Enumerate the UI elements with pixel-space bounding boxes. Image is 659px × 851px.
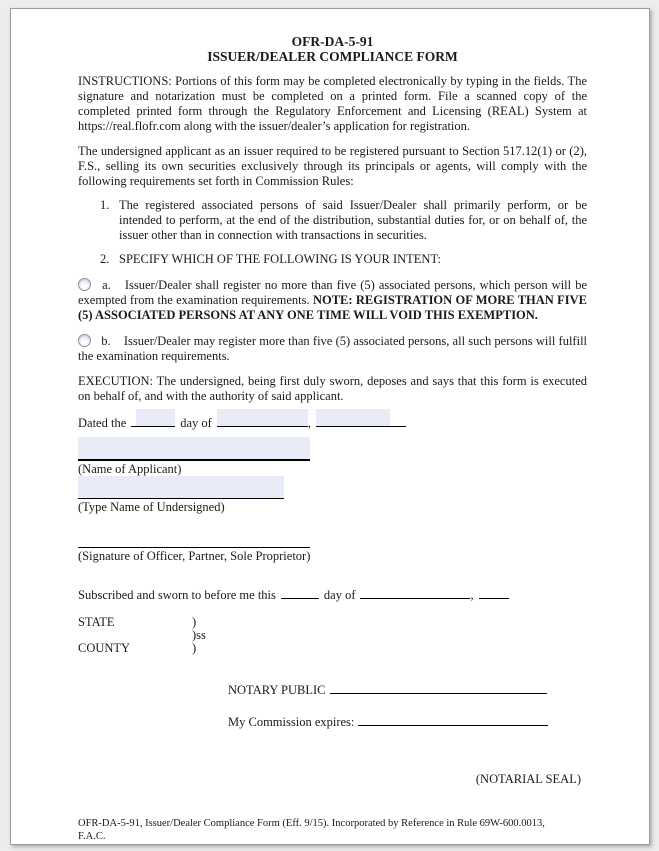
subscribed-middle: day of xyxy=(323,588,356,602)
subscribed-day-blank xyxy=(281,586,319,599)
execution-paragraph: EXECUTION: The undersigned, being first duly sworn, deposes and says that this form is executed on behalf of, and with the authority of said applicant. xyxy=(78,374,587,403)
county-paren: ) xyxy=(192,641,197,655)
list-number-1: 1. xyxy=(100,198,110,212)
option-b-text: Issuer/Dealer may register more than five (5) associated persons, all such persons will fulfill the examination requirements. xyxy=(78,334,588,363)
footer-line-2: F.A.C. xyxy=(78,830,106,842)
dated-month-field[interactable] xyxy=(217,409,308,427)
state-label: STATE xyxy=(78,615,115,629)
notary-public-row xyxy=(228,681,587,698)
form-footer xyxy=(78,818,587,843)
undersigned-paragraph: The undersigned applicant as an issuer required to be registered pursuant to Section 517.12(1) or (2), F.S., selling its own securities exclusively through its principals or agents, will comply with the following requirements set forth in Commission Rules: xyxy=(78,144,587,188)
subscribed-month-blank xyxy=(360,586,470,599)
option-b xyxy=(78,334,587,364)
dated-day-field[interactable] xyxy=(131,409,175,427)
dated-middle: day of xyxy=(180,416,212,430)
notary-public-blank xyxy=(330,681,547,694)
list-item-2 xyxy=(100,252,587,267)
commission-blank xyxy=(358,713,548,726)
form-page xyxy=(10,8,650,845)
ss-row: )ss xyxy=(192,628,206,642)
option-a-label: a. xyxy=(102,278,111,292)
county-label: COUNTY xyxy=(78,641,131,655)
signature-line xyxy=(78,531,310,548)
state-paren: ) xyxy=(192,615,197,629)
signature-label: (Signature of Officer, Partner, Sole Proprietor) xyxy=(78,549,311,563)
type-name-label: (Type Name of Undersigned) xyxy=(78,500,225,514)
list-text-2: SPECIFY WHICH OF THE FOLLOWING IS YOUR INTENT: xyxy=(119,252,441,266)
option-a xyxy=(78,278,587,323)
form-name: ISSUER/DEALER COMPLIANCE FORM xyxy=(207,48,458,64)
option-a-text: Issuer/Dealer shall register no more than five (5) associated persons, which person will be exempted from the examination requirements. xyxy=(78,278,587,307)
venue-block xyxy=(78,616,587,655)
type-name-field[interactable] xyxy=(78,476,284,499)
subscribed-prefix: Subscribed and sworn to before me this xyxy=(78,588,276,602)
list-text-1: The registered associated persons of said Issuer/Dealer shall primarily perform, or be intended to perform, at the end of the distribution, substantial duties for, or on behalf of, the issuer other than in connection with transactions in securities. xyxy=(119,198,587,242)
notarial-seal-label: (NOTARIAL SEAL) xyxy=(475,772,581,786)
list-number-2: 2. xyxy=(100,252,110,266)
list-item-1 xyxy=(100,198,587,243)
notary-public-label: NOTARY PUBLIC xyxy=(228,683,326,697)
dated-row xyxy=(78,409,587,431)
footer-line-1: OFR-DA-5-91, Issuer/Dealer Compliance Form (Eff. 9/15). Incorporated by Reference in Rule 69W-600.0013, xyxy=(78,818,545,829)
dated-year-field[interactable] xyxy=(316,409,406,427)
dated-comma: , xyxy=(307,416,311,430)
dated-prefix: Dated the xyxy=(78,416,127,430)
subscribed-year-blank xyxy=(479,586,509,599)
option-a-note: NOTE: REGISTRATION OF MORE THAN FIVE (5) ASSOCIATED PERSONS AT ANY ONE TIME WILL VOID THIS EXEMPTION. xyxy=(78,293,588,322)
subscribed-comma: , xyxy=(470,588,474,602)
radio-option-b[interactable] xyxy=(78,334,91,347)
form-number: OFR-DA-5-91 xyxy=(291,34,374,49)
instructions-paragraph: INSTRUCTIONS: Portions of this form may be completed electronically by typing in the fields. The signature and notarization must be completed on a printed form. File a scanned copy of the completed printed form through the Regulatory Enforcement and Licensing (REAL) System at https://real.flofr.com along with the issuer/dealer’s application for registration. xyxy=(78,74,587,133)
commission-row xyxy=(228,713,587,730)
name-of-applicant-field[interactable] xyxy=(78,437,310,461)
commission-label: My Commission expires: xyxy=(228,715,355,729)
subscribed-row xyxy=(78,586,587,603)
option-b-label: b. xyxy=(101,334,111,348)
form-title xyxy=(78,35,587,64)
radio-option-a[interactable] xyxy=(78,278,91,291)
name-of-applicant-label: (Name of Applicant) xyxy=(78,462,182,476)
